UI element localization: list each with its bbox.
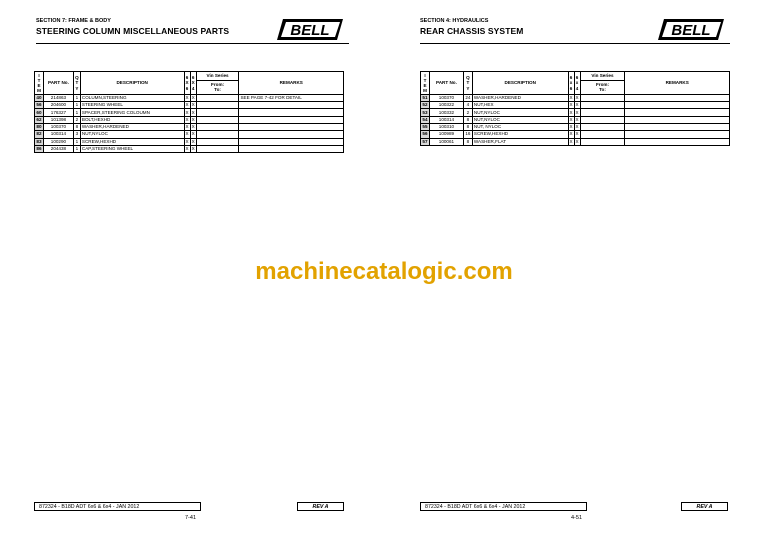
vin-series-cell: [196, 102, 239, 109]
description-cell: NUT,NYLOC: [472, 109, 568, 116]
part-number-cell: 100061: [429, 138, 463, 145]
watermark-text: machinecatalogic.com: [255, 258, 513, 285]
model-6x4-cell: X: [191, 109, 195, 115]
description-cell: WASHER,HARDENED: [472, 94, 568, 101]
vin-series-cell: [196, 131, 239, 138]
remarks-cell: [625, 116, 730, 123]
page-number: 4-51: [571, 515, 583, 521]
vin-series-cell: [580, 94, 625, 101]
vin-series-cell: [196, 116, 239, 123]
part-number-cell: 204600: [43, 102, 73, 109]
table-row: [421, 138, 730, 145]
qty-cell: 1: [73, 145, 80, 152]
part-header: PART No.: [429, 72, 463, 95]
qty-cell: 8: [463, 124, 472, 131]
part-number-cell: 204438: [43, 145, 73, 152]
model-6x6-header: 6 X 6: [184, 72, 190, 95]
qty-cell: 1: [73, 109, 80, 116]
part-number-cell: 176327: [43, 109, 73, 116]
part-number-cell: 100370: [43, 124, 73, 131]
item-header: I T E M: [421, 72, 430, 95]
vin-series-header: Vin Series: [196, 72, 239, 81]
remarks-cell: [625, 131, 730, 138]
remarks-cell: [239, 124, 344, 131]
qty-cell: 8: [463, 116, 472, 123]
model-6x4-cell: X: [191, 94, 195, 100]
table-row: [421, 109, 730, 116]
remarks-cell: [239, 109, 344, 116]
model-6x4-cell: X: [575, 109, 579, 115]
section-label: SECTION 4: HYDRAULICS: [420, 18, 489, 24]
part-number-cell: 100332: [429, 109, 463, 116]
table-row: [421, 131, 730, 138]
item-cell: 56: [422, 131, 428, 137]
item-cell: 40: [36, 94, 42, 100]
description-header: DESCRIPTION: [472, 72, 568, 95]
remarks-cell: [239, 102, 344, 109]
description-cell: COLUMN,STEERING: [80, 94, 184, 101]
vin-series-header: Vin Series: [580, 72, 625, 81]
model-6x6-cell: X: [569, 102, 573, 108]
vin-series-cell: [196, 145, 239, 152]
qty-cell: 24: [465, 94, 471, 100]
remarks-header: REMARKS: [239, 72, 344, 95]
remarks-cell: [239, 131, 344, 138]
model-6x4-cell: X: [191, 102, 195, 108]
description-cell: CAP,STEERING WHEEL: [80, 145, 184, 152]
model-6x4-cell: X: [191, 124, 195, 130]
part-number-cell: 100314: [43, 131, 73, 138]
qty-header: Q T Y: [463, 72, 472, 95]
parts-table: [34, 71, 344, 153]
header-rule: [420, 43, 730, 44]
vin-series-cell: [580, 124, 625, 131]
item-cell: 52: [422, 102, 428, 108]
item-cell: 62: [36, 116, 42, 122]
qty-cell: 8: [73, 124, 80, 131]
model-6x6-cell: X: [185, 102, 189, 108]
model-6x4-cell: X: [191, 138, 195, 144]
table-row: [35, 124, 344, 131]
qty-cell: 8: [463, 138, 472, 145]
item-cell: 51: [422, 94, 428, 100]
table-row: [421, 102, 730, 109]
table-row: [35, 116, 344, 123]
table-row: [421, 124, 730, 131]
model-6x4-cell: X: [575, 124, 579, 130]
description-cell: BOLT,HEXHD: [80, 116, 184, 123]
description-header: DESCRIPTION: [80, 72, 184, 95]
table-row: [421, 94, 730, 101]
model-6x6-cell: X: [185, 109, 189, 115]
qty-cell: 1: [73, 102, 80, 109]
remarks-header: REMARKS: [625, 72, 730, 95]
item-cell: 83: [36, 138, 42, 144]
item-cell: 86: [36, 146, 42, 152]
model-6x6-cell: X: [569, 94, 573, 100]
page-number: 7-41: [185, 515, 197, 521]
model-6x6-cell: X: [185, 116, 189, 122]
model-6x6-cell: X: [185, 138, 189, 144]
vin-series-cell: [580, 102, 625, 109]
table-row: [35, 94, 344, 101]
table-row: [35, 131, 344, 138]
part-number-cell: 214863: [43, 94, 73, 101]
remarks-cell: [239, 138, 344, 145]
description-cell: SCREW,HEXHD: [472, 131, 568, 138]
model-6x6-cell: X: [185, 124, 189, 130]
part-number-cell: 100322: [429, 102, 463, 109]
model-6x4-cell: X: [575, 131, 579, 137]
model-6x4-cell: X: [191, 116, 195, 122]
model-6x6-cell: X: [185, 146, 189, 152]
part-number-cell: 101398: [43, 116, 73, 123]
page-title: STEERING COLUMN MISCELLANEOUS PARTS: [36, 26, 230, 36]
item-cell: 54: [422, 116, 428, 122]
item-cell: 56: [36, 102, 42, 108]
model-6x4-cell: X: [575, 94, 579, 100]
model-6x4-cell: X: [191, 146, 195, 152]
qty-cell: 4: [463, 102, 472, 109]
table-row: [35, 145, 344, 152]
description-cell: SPACER,STEERING COLOUMN: [80, 109, 184, 116]
section-label: SECTION 7: FRAME & BODY: [36, 18, 111, 24]
remarks-cell: [625, 102, 730, 109]
remarks-cell: [625, 138, 730, 145]
part-number-cell: 100314: [429, 116, 463, 123]
page-title: REAR CHASSIS SYSTEM: [420, 26, 524, 36]
footer-doc-ref: 872324 - B18D ADT 6x6 & 6x4 - JAN 2012: [34, 502, 201, 511]
bell-logo: [275, 17, 345, 42]
remarks-cell: [625, 94, 730, 101]
remarks-cell: SEE PAGE 7-42 FOR DETAIL: [239, 94, 344, 101]
part-header: PART No.: [43, 72, 73, 95]
description-cell: NUT,NYLOC: [472, 116, 568, 123]
qty-cell: 1: [73, 94, 80, 101]
description-cell: WASHER,HARDENED: [80, 124, 184, 131]
table-row: [421, 116, 730, 123]
model-6x6-cell: X: [569, 131, 573, 137]
description-cell: NUT, NYLOC: [472, 124, 568, 131]
item-cell: 53: [422, 109, 428, 115]
vin-series-cell: [580, 138, 625, 145]
parts-table: [420, 71, 730, 146]
qty-cell: 1: [73, 138, 80, 145]
model-6x6-cell: X: [569, 138, 573, 144]
item-header: I T E M: [35, 72, 44, 95]
vin-from-to-header: From: To:: [196, 81, 239, 95]
model-6x4-cell: X: [575, 102, 579, 108]
model-6x6-cell: X: [185, 94, 189, 100]
remarks-cell: [625, 109, 730, 116]
description-cell: SCREW,HEXHD: [80, 138, 184, 145]
revision-box: REV A: [681, 502, 728, 511]
model-6x4-cell: X: [191, 131, 195, 137]
vin-series-cell: [196, 124, 239, 131]
model-6x6-cell: X: [569, 116, 573, 122]
model-6x4-header: 6 x 4: [574, 72, 580, 95]
table-row: [35, 109, 344, 116]
vin-from-to-header: From: To:: [580, 81, 625, 95]
model-6x6-cell: X: [569, 124, 573, 130]
remarks-cell: [625, 124, 730, 131]
revision-box: REV A: [297, 502, 344, 511]
item-cell: 55: [422, 124, 428, 130]
header-rule: [36, 43, 349, 44]
description-cell: NUT,NYLOC: [80, 131, 184, 138]
part-number-cell: 100290: [43, 138, 73, 145]
model-6x6-cell: X: [569, 109, 573, 115]
qty-cell: 16: [465, 131, 471, 137]
vin-series-cell: [196, 94, 239, 101]
description-cell: NUT,HEX: [472, 102, 568, 109]
remarks-cell: [239, 145, 344, 152]
remarks-cell: [239, 116, 344, 123]
brand-text: BELL: [671, 22, 711, 39]
description-cell: WASHER,FLAT: [472, 138, 568, 145]
model-6x6-cell: X: [185, 131, 189, 137]
part-number-cell: 100989: [429, 131, 463, 138]
model-6x6-header: 6 x 6: [568, 72, 574, 95]
item-cell: 80: [36, 124, 42, 130]
table-row: [35, 138, 344, 145]
item-cell: 82: [36, 131, 42, 137]
footer-doc-ref: 872324 - B18D ADT 6x6 & 6x4 - JAN 2012: [420, 502, 587, 511]
qty-cell: 3: [73, 131, 80, 138]
bell-logo: [656, 17, 726, 42]
model-6x4-cell: X: [575, 138, 579, 144]
vin-series-cell: [580, 116, 625, 123]
table-row: [35, 102, 344, 109]
vin-series-cell: [580, 109, 625, 116]
vin-series-cell: [196, 109, 239, 116]
part-number-cell: 100370: [429, 94, 463, 101]
brand-text: BELL: [290, 22, 330, 39]
model-6x4-cell: X: [575, 116, 579, 122]
item-cell: 60: [36, 109, 42, 115]
vin-series-cell: [580, 131, 625, 138]
description-cell: STEERING WHEEL: [80, 102, 184, 109]
qty-header: Q T Y: [73, 72, 80, 95]
model-6x4-header: 6 X 4: [190, 72, 196, 95]
part-number-cell: 100310: [429, 124, 463, 131]
vin-series-cell: [196, 138, 239, 145]
qty-cell: 2: [463, 109, 472, 116]
qty-cell: 2: [73, 116, 80, 123]
item-cell: 57: [422, 138, 428, 144]
